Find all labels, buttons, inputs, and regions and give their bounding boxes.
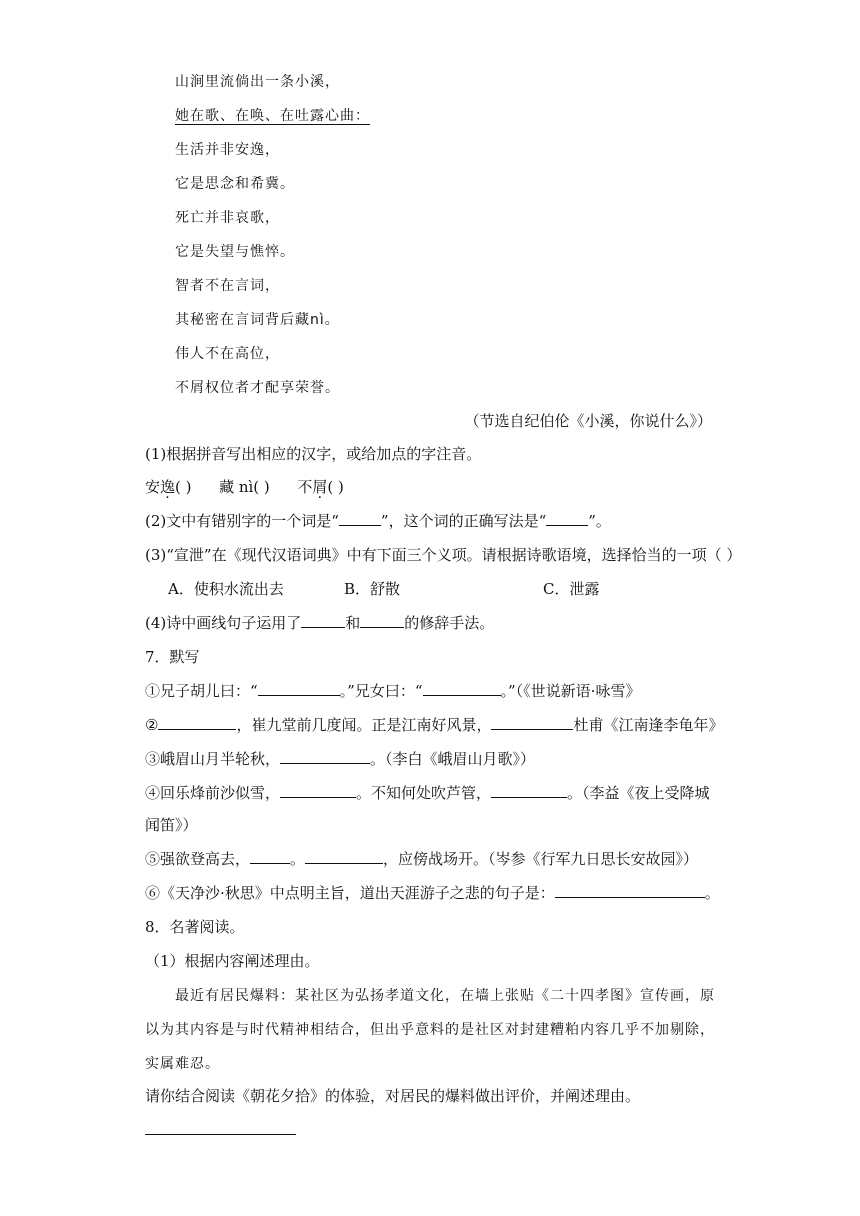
q7-i6-b: 。 [704,884,720,902]
q6-sub2 [145,511,611,531]
dotted-char-xie: 屑 [312,478,328,496]
q6-sub2-text-c: ”。 [588,512,611,530]
q6-sub2-text-a: (2)文中有错别字的一个词是“ [145,512,339,530]
q7-i3-a: ③峨眉山月半轮秋， [145,750,281,768]
q7-i5-c: ，应傍战场开。（岑参《行军九日思长安故园》） [383,850,699,868]
blank-correct-word[interactable] [546,511,588,526]
q8-title: 8．名著阅读。 [145,918,245,936]
poem-line-10: 不屑权位者才配享荣誉。 [175,380,340,396]
q8-para-line-1: 最近有居民爆料：某社区为弘扬孝道文化，在墙上张贴《二十四孝图》宣传画，原 [175,988,715,1004]
q7-i2-a: ② [145,716,159,734]
q7-i1-a: ①兄子胡儿曰：“ [145,682,258,700]
poem-source: （节选自纪伯伦《小溪，你说什么》） [464,412,712,430]
blank-q7-2b[interactable] [491,715,573,730]
poem-line-2-underlined: 她在歌、在唤、在吐露心曲： [175,108,370,124]
q6-sub4-text-b: 和 [345,614,361,632]
poem-line-8: 其秘密在言词背后藏nì。 [175,312,340,328]
answer-line[interactable] [145,1134,296,1135]
blank-q7-1a[interactable] [258,681,340,696]
poem-line-3: 生活并非安逸， [175,142,280,158]
q7-i4-a: ④回乐烽前沙似雪， [145,784,281,802]
q6-option-c[interactable]: C．泄露 [543,580,600,598]
poem-line-7: 智者不在言词， [175,278,280,294]
q7-item-2 [145,715,723,735]
blank-q7-5b[interactable] [305,849,383,864]
q7-i2-c: 杜甫《江南逢李龟年》 [573,716,724,734]
q7-item-6 [145,883,720,903]
blank-q7-6[interactable] [555,883,705,898]
blank-paren-a[interactable]: ( ) [175,478,192,496]
poem-line-9: 伟人不在高位， [175,346,280,362]
blank-q7-1b[interactable] [423,681,501,696]
poem-line-1: 山涧里流倘出一条小溪， [175,74,340,90]
q7-i5-b: 。 [290,850,306,868]
q8-para-line-3: 实属难忍。 [145,1056,220,1072]
q6-sub4-text-a: (4)诗中画线句子运用了 [145,614,302,632]
blank-q7-4b[interactable] [491,783,567,798]
q8-para-line-2: 以为其内容是与时代精神相结合，但出乎意料的是社区对封建糟粕内容几乎不加剔除， [145,1022,715,1038]
q7-i1-b: 。”兄女曰：“ [339,682,423,700]
q6-sub2-text-b: ”，这个词的正确写法是“ [380,512,547,530]
q7-item-4 [145,783,710,803]
dotted-char-yi: 逸 [160,478,176,496]
q8-sub1: （1）根据内容阐述理由。 [145,952,320,970]
q7-i5-a: ⑤强欲登高去， [145,850,251,868]
char-bu: 不 [297,478,313,496]
q7-i1-c: 。”（《世说新语·咏雪》 [500,682,641,700]
blank-wrong-word[interactable] [339,511,381,526]
blank-q7-4a[interactable] [280,783,356,798]
char-an: 安 [145,478,161,496]
blank-q7-2a[interactable] [158,715,236,730]
q6-sub3: (3)“宣泄”在《现代汉语词典》中有下面三个义项。请根据诗歌语境，选择恰当的一项（ ） [145,546,742,564]
blank-paren-c[interactable]: ( ) [327,478,344,496]
q6-option-a[interactable]: A．使积水流出去 [168,580,284,598]
item-cang-ni[interactable]: 藏 nì( ) [219,478,270,496]
q7-i2-b: ，崔九堂前几度闻。正是江南好风景， [236,716,492,734]
q6-sub1: (1)根据拼音写出相应的汉字，或给加点的字注音。 [145,445,482,463]
poem-line-4: 它是思念和希冀。 [175,176,295,192]
q7-item-3 [145,749,535,769]
poem-line-6: 它是失望与憔悴。 [175,244,295,260]
q6-sub4-text-c: 的修辞手法。 [404,614,495,632]
q7-item-1 [145,681,640,701]
blank-rhetoric-2[interactable] [360,613,404,628]
q7-i4-b: 。不知何处吹芦管， [356,784,492,802]
blank-rhetoric-1[interactable] [301,613,345,628]
q6-option-b[interactable]: B．舒散 [344,580,401,598]
q6-sub1-items [145,477,344,497]
q7-i3-b: 。（李白《峨眉山月歌》） [370,750,536,768]
poem-line-5: 死亡并非哀歌， [175,210,280,226]
q7-item-4-cont: 闻笛》） [145,816,198,834]
q8-prompt: 请你结合阅读《朝花夕拾》的体验，对居民的爆料做出评价，并阐述理由。 [145,1087,641,1105]
q7-i6-a: ⑥《天净沙·秋思》中点明主旨，道出天涯游子之悲的句子是： [145,884,555,902]
blank-q7-5a[interactable] [250,849,290,864]
q7-i4-c: 。（李益《夜上受降城 [567,784,710,802]
q7-item-5 [145,849,698,869]
q7-title: 7．默写 [145,648,200,666]
q6-sub4 [145,613,494,633]
blank-q7-3[interactable] [280,749,370,764]
